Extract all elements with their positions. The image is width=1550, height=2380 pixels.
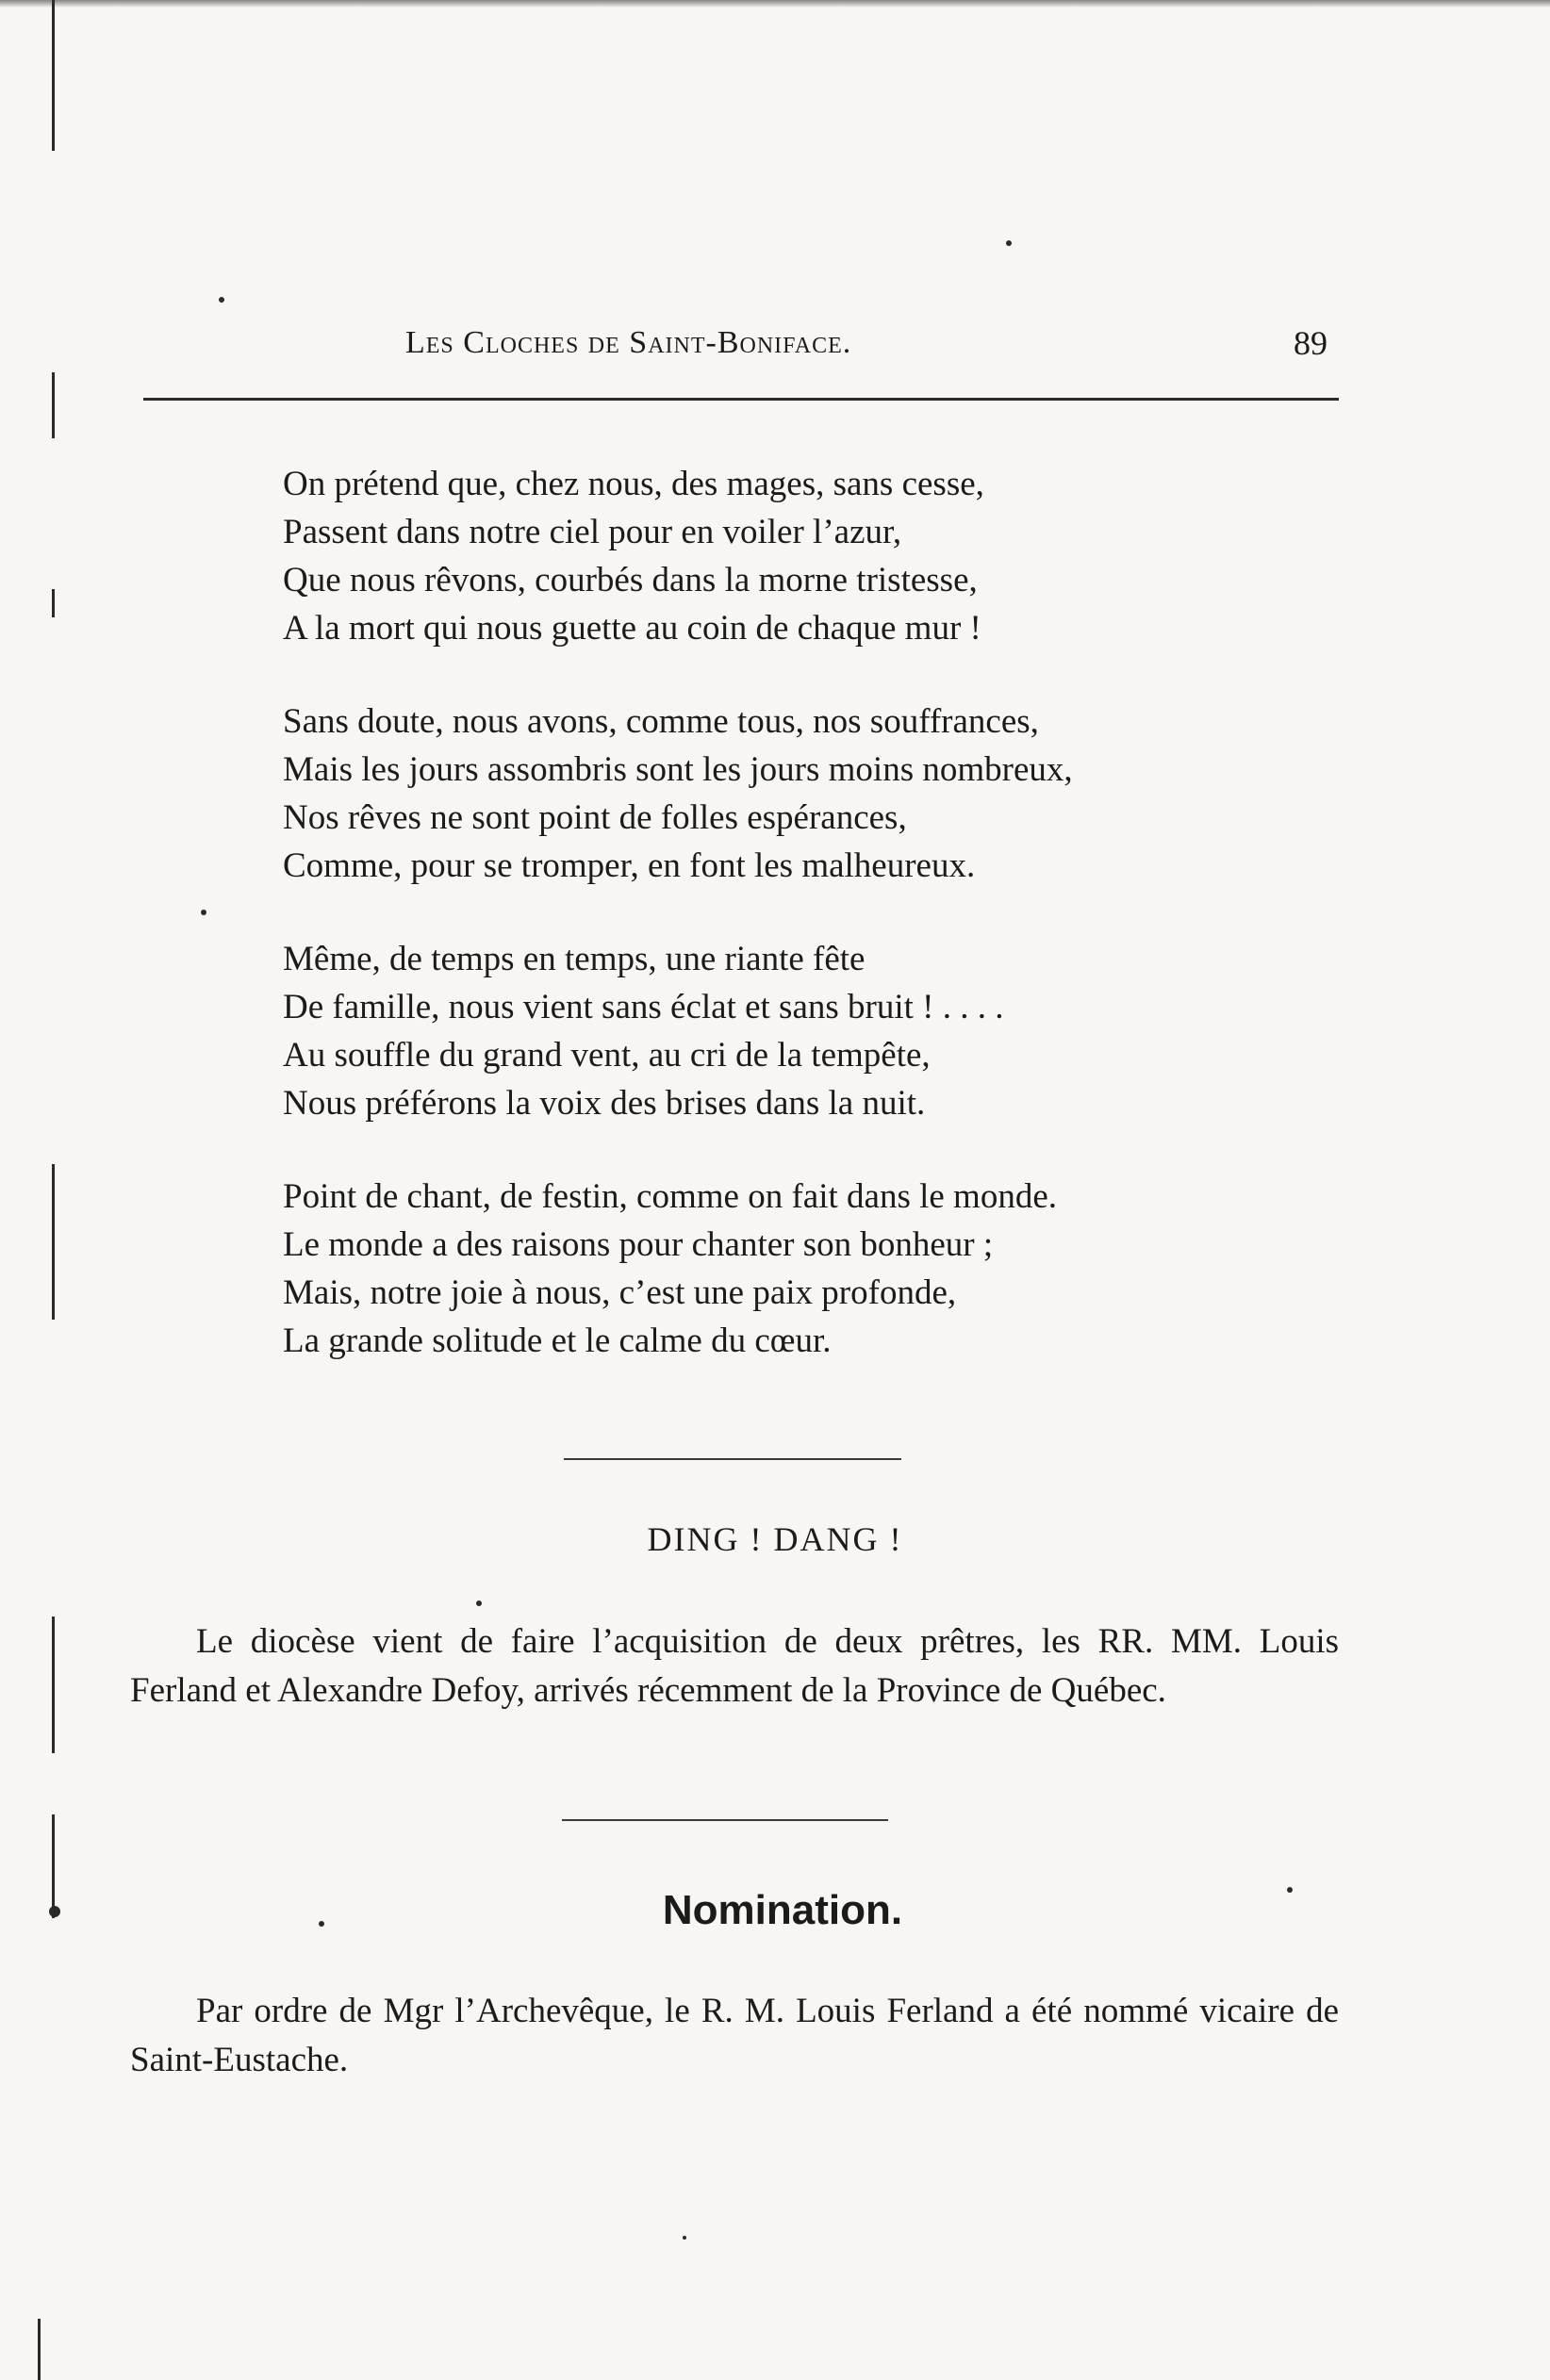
poem-line: Que nous rêvons, courbés dans la morne tristesse, [283,561,978,599]
page-number: 89 [1294,324,1327,362]
scan-margin-mark [52,0,55,151]
section-heading-nomination: Nomination. [662,1887,903,1933]
poem-line: Nous préférons la voix des brises dans la nuit. [283,1084,926,1123]
scan-speck [201,910,206,915]
scan-speck [476,1600,482,1606]
poem-stanza [283,1173,1339,1365]
poem-line: La grande solitude et le calme du cœur. [283,1321,832,1360]
running-header-title: Les Cloches de Saint-Boniface. [405,325,852,360]
scan-margin-mark [52,372,55,438]
poem-line: Mais, notre joie à nous, c’est une paix profonde, [283,1273,957,1312]
nomination-paragraph: Par ordre de Mgr l’Archevêque, le R. M. Louis Ferland a été nommé vicaire de Saint-Eustache. [130,1992,1339,2079]
scan-speck [219,297,224,303]
poem [283,460,1339,1410]
poem-line: A la mort qui nous guette au coin de chaque mur ! [283,609,981,648]
section-divider [564,1458,901,1460]
poem-line: Même, de temps en temps, une riante fête [283,940,866,978]
scan-margin-mark [52,1164,55,1320]
section-heading-ding-dang: DING ! DANG ! [647,1520,903,1558]
scan-margin-mark [52,589,55,617]
poem-line: Sans doute, nous avons, comme tous, nos souffrances, [283,702,1039,741]
scan-margin-mark [38,2319,41,2380]
header-rule [143,398,1339,401]
poem-line: Au souffle du grand vent, au cri de la tempête, [283,1036,931,1075]
poem-stanza [283,935,1339,1127]
scan-speck [1006,240,1012,246]
poem-line: Mais les jours assombris sont les jours moins nombreux, [283,750,1073,789]
scan-top-edge [0,0,1550,8]
scan-speck [683,2236,686,2240]
section-divider [562,1819,888,1821]
poem-line: Comme, pour se tromper, en font les malheureux. [283,846,976,885]
poem-line: Passent dans notre ciel pour en voiler l’azur, [283,513,902,551]
poem-stanza [283,698,1339,890]
poem-line: Point de chant, de festin, comme on fait dans le monde. [283,1177,1057,1216]
poem-line: De famille, nous vient sans éclat et sans bruit ! . . . . [283,988,1004,1026]
ding-dang-paragraph: Le diocèse vient de faire l’acquisition de deux prêtres, les RR. MM. Louis Ferland et Alexandre Defoy, arrivés récemment de la Province de Québec. [130,1622,1339,1710]
poem-line: Nos rêves ne sont point de folles espérances, [283,798,907,837]
poem-line: On prétend que, chez nous, des mages, sans cesse, [283,465,984,503]
poem-line: Le monde a des raisons pour chanter son bonheur ; [283,1225,994,1264]
poem-stanza [283,460,1339,652]
scan-margin-mark [52,1617,55,1753]
